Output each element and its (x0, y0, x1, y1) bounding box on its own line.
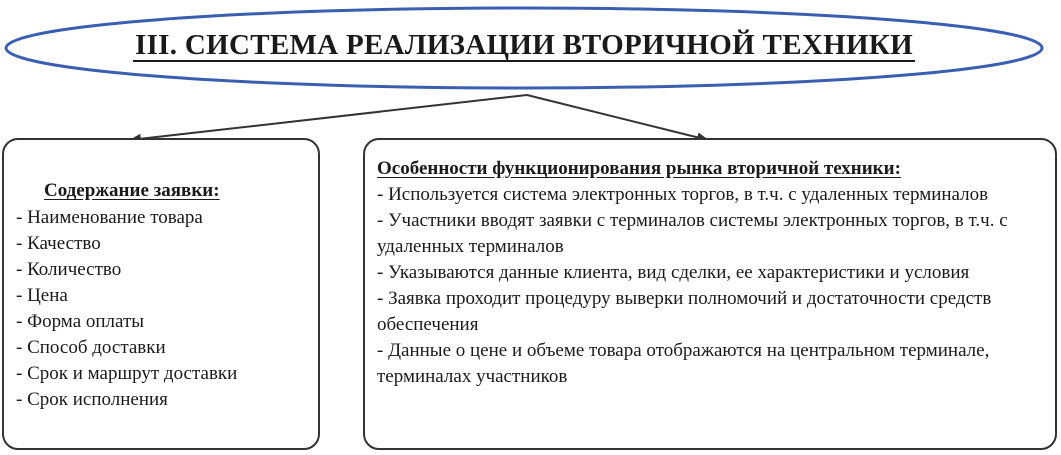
list-item: - Цена (16, 285, 68, 306)
list-item: - Срок и маршрут доставки (16, 363, 238, 384)
application-contents-heading: Содержание заявки: (44, 180, 220, 201)
arrow-to-right-box (527, 95, 708, 140)
application-contents-list (16, 205, 318, 413)
list-item: - Заявка проходит процедуру выверки полномочий и достаточности средств обеспечения (377, 288, 992, 335)
list-item: - Указываются данные клиента, вид сделки, ее характеристики и условия (377, 262, 970, 283)
market-features-list (377, 182, 1045, 390)
list-item: - Срок исполнения (16, 389, 168, 410)
list-item: - Наименование товара (16, 207, 203, 228)
title-oval (6, 6, 1042, 86)
list-item: - Количество (16, 259, 122, 280)
application-contents-box (2, 138, 320, 450)
list-item: - Участники вводят заявки с терминалов системы электронных торгов, в т.ч. с удаленных терминалов (377, 210, 1008, 257)
list-item: - Форма оплаты (16, 311, 145, 332)
list-item: - Качество (16, 233, 101, 254)
market-features-box (363, 138, 1057, 450)
market-features-heading: Особенности функционирования рынка вторичной техники: (377, 158, 901, 179)
arrow-to-left-box (130, 95, 527, 140)
list-item: - Способ доставки (16, 337, 166, 358)
diagram-title: III. СИСТЕМА РЕАЛИЗАЦИИ ВТОРИЧНОЙ ТЕХНИКИ (135, 29, 913, 61)
list-item: - Данные о цене и объеме товара отображаются на центральном терминале, терминалах участников (377, 340, 990, 387)
list-item: - Используется система электронных торгов, в т.ч. с удаленных терминалов (377, 184, 989, 205)
